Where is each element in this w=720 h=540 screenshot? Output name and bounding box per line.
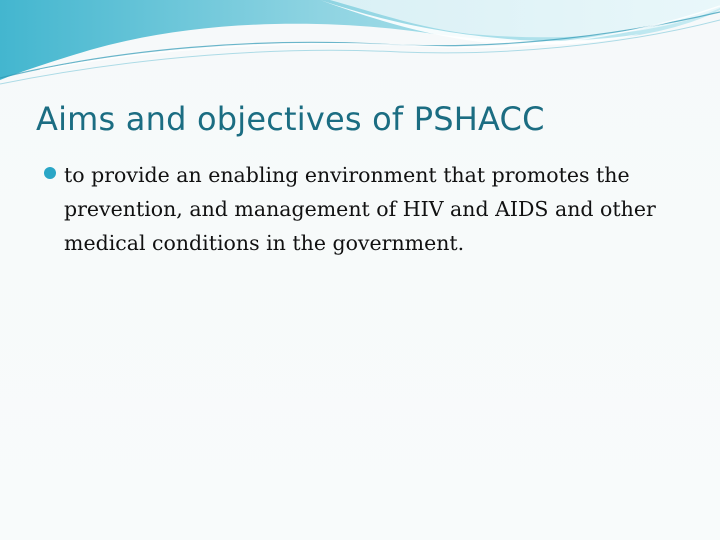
bullet-dot-icon	[44, 167, 56, 179]
slide-title: Aims and objectives of PSHACC	[36, 100, 545, 138]
bullet-text: to provide an enabling environment that promotes the prevention, and management of HIV and AIDS and other medical conditions in the government.	[64, 163, 656, 255]
bullet-list	[44, 158, 664, 260]
header-wave-decoration	[0, 0, 720, 90]
bullet-item	[44, 158, 664, 260]
